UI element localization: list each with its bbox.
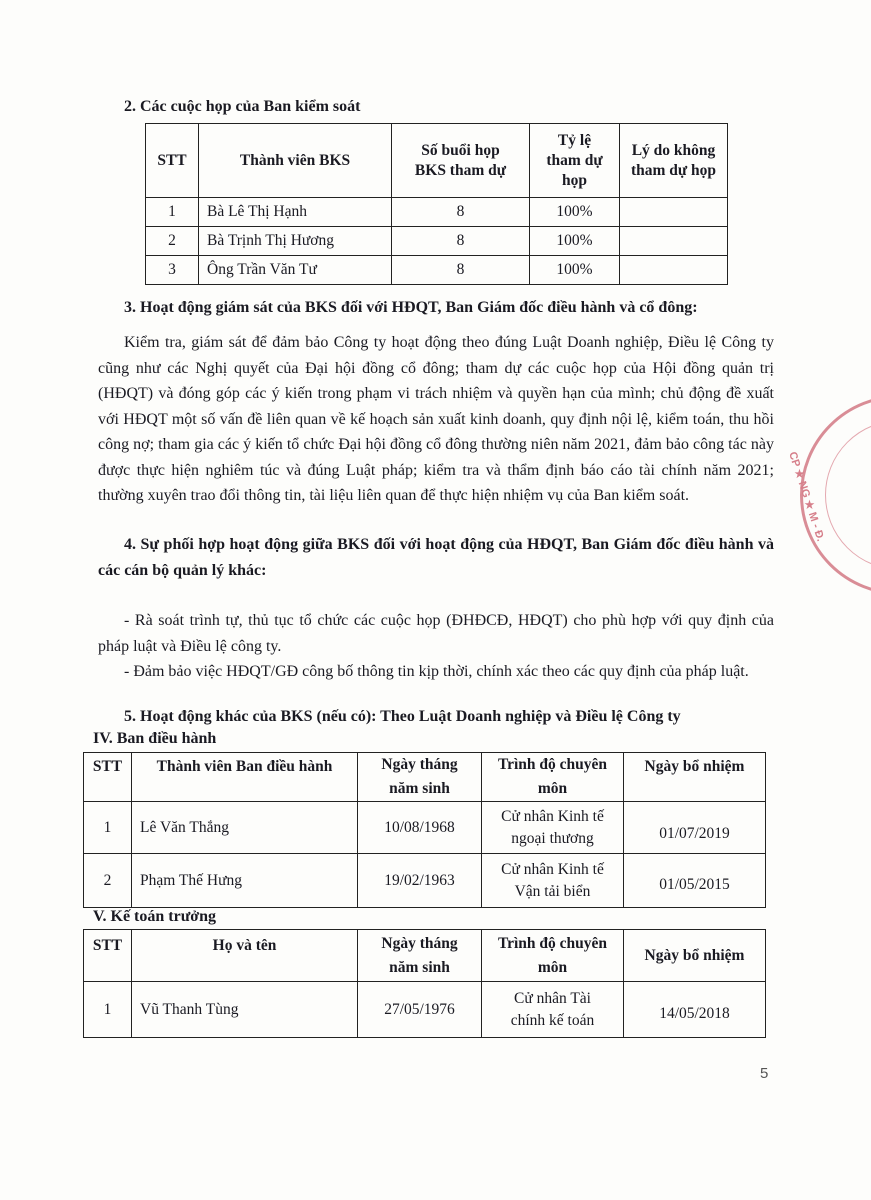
header-meetings: Số buổi họp BKS tham dự xyxy=(392,124,530,198)
section-4-bullet-1: - Rà soát trình tự, thủ tục tổ chức các cuộc họp (ĐHĐCĐ, HĐQT) cho phù hợp với quy định của pháp luật và Điều lệ công ty. xyxy=(98,612,774,655)
bks-meetings-table xyxy=(145,123,728,285)
section-iv-heading: IV. Ban điều hành xyxy=(93,730,217,747)
header-appointed: Ngày bổ nhiệm xyxy=(624,753,766,802)
table-header-row xyxy=(84,930,766,982)
cell-appointed: 14/05/2018 xyxy=(624,982,766,1038)
cell-meetings: 8 xyxy=(392,198,530,227)
cell-rate: 100% xyxy=(530,198,620,227)
cell-appointed: 01/05/2015 xyxy=(624,854,766,908)
table-row xyxy=(84,982,766,1038)
table-row xyxy=(146,198,728,227)
header-stt: STT xyxy=(84,930,132,982)
header-reason: Lý do không tham dự họp xyxy=(620,124,728,198)
cell-dob: 10/08/1968 xyxy=(358,802,482,854)
section-3-body: Kiểm tra, giám sát để đảm bảo Công ty hoạt động theo đúng Luật Doanh nghiệp, Điều lệ Công ty cũng như các Nghị quyết của Đại hội đồng cổ đông; tham dự các cuộc họp của Hội đồng quản trị (HĐQT) và đóng góp các ý kiến trong phạm vi trách nhiệm và quyền hạn của mình; chủ động đề xuất với HĐQT một số vấn đề liên quan về kế hoạch sản xuất kinh doanh, quy định nội lệ, kiểm toán, thu hồi công nợ; tham gia các ý kiến tổ chức Đại hội đồng cổ đông thường niên năm 2021, đảm bảo công tác này được thực hiện nghiêm túc và đúng Luật pháp; kiểm tra và thẩm định báo cáo tài chính năm 2021; thường xuyên trao đổi thông tin, tài liệu liên quan để thực hiện nhiệm vụ của Ban kiểm soát. xyxy=(98,334,774,504)
header-dob: Ngày tháng năm sinh xyxy=(358,753,482,802)
header-member: Thành viên BKS xyxy=(199,124,392,198)
header-member: Thành viên Ban điều hành xyxy=(132,753,358,802)
section-3-heading: 3. Hoạt động giám sát của BKS đối với HĐQT, Ban Giám đốc điều hành và cổ đông: xyxy=(124,299,698,316)
header-dob: Ngày tháng năm sinh xyxy=(358,930,482,982)
section-4-heading: 4. Sự phối hợp hoạt động giữa BKS đối với hoạt động của HĐQT, Ban Giám đốc điều hành và các cán bộ quản lý khác: xyxy=(98,536,774,579)
cell-degree: Cử nhân Kinh tế ngoại thương xyxy=(482,802,624,854)
executive-board-table xyxy=(83,752,766,908)
cell-meetings: 8 xyxy=(392,227,530,256)
table-row xyxy=(84,854,766,908)
cell-stt: 2 xyxy=(146,227,199,256)
cell-rate: 100% xyxy=(530,227,620,256)
cell-reason xyxy=(620,198,728,227)
header-stt: STT xyxy=(146,124,199,198)
cell-degree: Cử nhân Kinh tế Vận tải biển xyxy=(482,854,624,908)
cell-reason xyxy=(620,256,728,285)
cell-dob: 19/02/1963 xyxy=(358,854,482,908)
header-stt: STT xyxy=(84,753,132,802)
cell-name: Vũ Thanh Tùng xyxy=(132,982,358,1038)
cell-stt: 1 xyxy=(146,198,199,227)
header-degree: Trình độ chuyên môn xyxy=(482,753,624,802)
page-number: 5 xyxy=(760,1065,769,1082)
cell-stt: 2 xyxy=(84,854,132,908)
cell-stt: 1 xyxy=(84,982,132,1038)
section-v-heading: V. Kế toán trưởng xyxy=(93,908,217,925)
section-2-heading: 2. Các cuộc họp của Ban kiểm soát xyxy=(124,98,361,115)
section-4-bullet-2: - Đảm bảo việc HĐQT/GĐ công bố thông tin kịp thời, chính xác theo các quy định của pháp luật. xyxy=(124,663,749,680)
section-5-heading: 5. Hoạt động khác của BKS (nếu có): Theo Luật Doanh nghiệp và Điều lệ Công ty xyxy=(124,708,681,725)
cell-name: Bà Trịnh Thị Hương xyxy=(199,227,392,256)
header-rate: Tỷ lệ tham dự họp xyxy=(530,124,620,198)
header-name: Họ và tên xyxy=(132,930,358,982)
table-row xyxy=(146,227,728,256)
cell-reason xyxy=(620,227,728,256)
cell-dob: 27/05/1976 xyxy=(358,982,482,1038)
table-row xyxy=(146,256,728,285)
table-row xyxy=(84,802,766,854)
cell-degree: Cử nhân Tài chính kế toán xyxy=(482,982,624,1038)
seal-text: CP ★ NG ★ M - Đ. xyxy=(786,450,827,543)
cell-meetings: 8 xyxy=(392,256,530,285)
table-header-row xyxy=(146,124,728,198)
cell-rate: 100% xyxy=(530,256,620,285)
cell-stt: 1 xyxy=(84,802,132,854)
cell-name: Ông Trần Văn Tư xyxy=(199,256,392,285)
cell-name: Bà Lê Thị Hạnh xyxy=(199,198,392,227)
cell-name: Phạm Thế Hưng xyxy=(132,854,358,908)
header-appointed: Ngày bổ nhiệm xyxy=(624,930,766,982)
cell-stt: 3 xyxy=(146,256,199,285)
cell-appointed: 01/07/2019 xyxy=(624,802,766,854)
table-header-row xyxy=(84,753,766,802)
header-degree: Trình độ chuyên môn xyxy=(482,930,624,982)
chief-accountant-table xyxy=(83,929,766,1038)
cell-name: Lê Văn Thắng xyxy=(132,802,358,854)
